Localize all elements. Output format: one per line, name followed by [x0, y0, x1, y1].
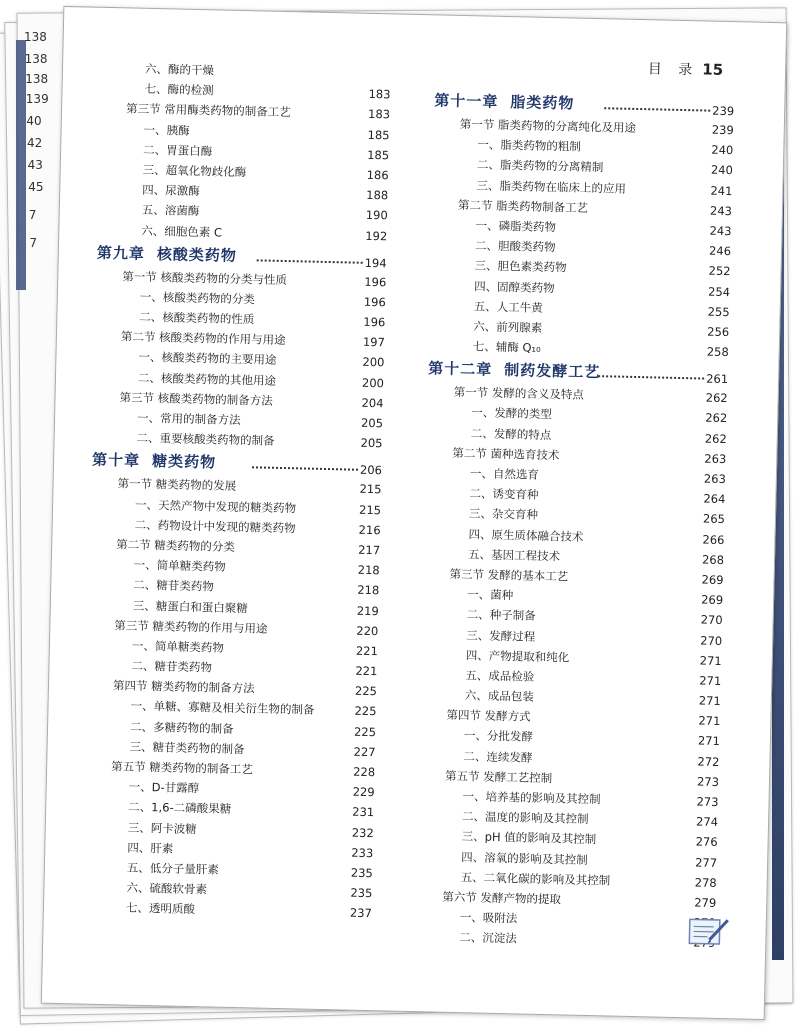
entry-title: 第二节 糖类药物的分类	[116, 537, 236, 554]
entry-title: 四、肝素	[127, 840, 174, 856]
edge-page-number: 43	[27, 158, 43, 172]
entry-title: 二、胃蛋白酶	[143, 142, 213, 159]
entry-page-number: 219	[356, 603, 379, 618]
header-label: 目 录	[647, 61, 699, 79]
entry-title: 一、常用的制备方法	[136, 410, 241, 428]
entry-page-number: 233	[351, 845, 374, 860]
entry-page-number: 186	[366, 167, 389, 183]
entry-page-number: 225	[353, 724, 377, 739]
entry-title: 第四节 糖类药物的制备方法	[112, 678, 255, 696]
entry-page-number: 255	[707, 304, 730, 319]
entry-page-number: 254	[707, 284, 731, 299]
entry-page-number: 235	[350, 885, 373, 901]
chapter-title	[97, 239, 238, 268]
leader-dots	[598, 375, 704, 379]
entry-title: 第一节 核酸类药物的分类与性质	[122, 269, 288, 287]
entry-page-number: 263	[703, 471, 727, 487]
entry-title: 三、发酵过程	[466, 627, 536, 644]
entry-title: 二、重要核酸类药物的制备	[136, 430, 275, 449]
entry-page-number: 261	[706, 371, 729, 387]
entry-title: 五、成品检验	[465, 668, 535, 684]
entry-page-number: 263	[704, 451, 727, 466]
entry-title: 三、杂交育种	[468, 506, 539, 523]
entry-page-number: 200	[361, 375, 385, 390]
entry-page-number: 246	[708, 243, 732, 259]
entry-title: 第二节 脂类药物制备工艺	[457, 197, 589, 215]
entry-title: 一、胰酶	[143, 122, 190, 138]
entry-title: 一、分批发酵	[463, 728, 534, 745]
entry-page-number: 225	[354, 704, 377, 719]
entry-page-number: 271	[699, 673, 722, 688]
entry-title: 三、糖蛋白和蛋白聚糖	[132, 598, 248, 615]
entry-title: 七、辅酶 Q₁₀	[472, 339, 541, 355]
entry-title: 第五节 发酵工艺控制	[444, 768, 553, 786]
entry-title: 六、硫酸软骨素	[126, 880, 208, 897]
entry-title: 三、pH 值的影响及其控制	[461, 829, 597, 847]
entry-page-number: 204	[361, 395, 384, 411]
entry-title: 三、脂类药物在临床上的应用	[476, 177, 627, 196]
edge-page-number: 139	[25, 92, 49, 106]
entry-title: 二、糖苷类药物	[131, 658, 213, 675]
entry-page-number: 270	[700, 633, 723, 648]
entry-title: 第五节 糖类药物的制备工艺	[111, 759, 253, 777]
chapter-number: 第十二章	[428, 359, 493, 379]
entry-page-number: 183	[367, 107, 391, 122]
entry-page-number: 262	[705, 390, 728, 406]
entry-page-number: 216	[358, 522, 381, 537]
entry-page-number: 225	[354, 683, 378, 699]
entry-title: 第三节 常用酶类药物的制备工艺	[125, 101, 291, 120]
chapter-number: 第十章	[91, 451, 141, 471]
entry-page-number: 271	[697, 733, 721, 749]
entry-page-number: 271	[699, 653, 722, 668]
entry-page-number: 279	[694, 895, 717, 910]
entry-title: 第三节 发酵的基本工艺	[449, 566, 569, 584]
entry-title: 五、溶菌酶	[141, 203, 200, 219]
chapter-name: 糖类药物	[151, 452, 217, 472]
entry-title: 二、核酸类药物的其他用途	[137, 370, 277, 388]
entry-title: 一、发酵的类型	[471, 405, 552, 422]
entry-title: 四、固醇类药物	[474, 278, 555, 295]
entry-page-number: 264	[703, 491, 726, 507]
toc-page	[41, 6, 787, 1020]
entry-page-number: 239	[711, 122, 734, 138]
entry-title: 六、前列腺素	[473, 319, 543, 335]
entry-page-number: 196	[364, 274, 387, 289]
entry-page-number: 273	[696, 774, 720, 789]
page-header	[648, 58, 724, 80]
entry-page-number: 271	[698, 713, 721, 729]
entry-page-number: 278	[694, 875, 717, 890]
edge-page-number: 42	[27, 136, 43, 150]
entry-title: 三、超氧化物歧化酶	[142, 162, 247, 180]
entry-page-number: 243	[709, 223, 732, 239]
entry-page-number: 183	[368, 87, 391, 102]
entry-page-number: 240	[711, 142, 734, 158]
entry-title: 六、细胞色素 C	[141, 223, 223, 240]
entry-title: 一、D-甘露醇	[128, 779, 200, 796]
entry-page-number: 221	[355, 643, 379, 659]
entry-title: 二、糖苷类药物	[133, 577, 214, 594]
entry-title: 第六节 发酵产物的提取	[442, 889, 562, 907]
leader-dots	[604, 107, 710, 111]
entry-page-number: 262	[704, 431, 727, 446]
entry-page-number: 185	[367, 127, 390, 142]
entry-title: 二、诱变育种	[469, 486, 539, 503]
chapter-title	[92, 447, 217, 476]
entry-title: 五、低分子量肝素	[126, 860, 220, 877]
entry-title: 二、发酵的特点	[470, 425, 552, 442]
entry-page-number: 205	[360, 415, 384, 431]
entry-page-number: 200	[362, 355, 385, 370]
leader-dots	[257, 259, 363, 263]
entry-page-number: 273	[696, 794, 719, 809]
entry-title: 二、多糖药物的制备	[129, 719, 234, 736]
entry-title: 一、磷脂类药物	[475, 218, 557, 235]
entry-page-number: 277	[695, 855, 718, 870]
entry-page-number: 190	[365, 208, 388, 223]
entry-title: 二、沉淀法	[459, 930, 518, 946]
edge-page-number: 138	[25, 72, 49, 86]
entry-title: 第一节 糖类药物的发展	[117, 476, 237, 494]
entry-page-number: 221	[355, 663, 378, 679]
chapter-name: 脂类药物	[510, 93, 575, 113]
entry-page-number: 231	[352, 805, 375, 820]
entry-title: 一、单糖、寡糖及相关衍生物的制备	[130, 699, 315, 718]
entry-page-number: 270	[700, 612, 723, 628]
entry-page-number: 258	[706, 344, 729, 360]
leader-dots	[252, 467, 358, 471]
entry-title: 一、吸附法	[459, 910, 518, 926]
entry-page-number: 188	[366, 187, 389, 203]
entry-page-number: 241	[710, 183, 733, 198]
entry-title: 第一节 脂类药物的分离纯化及用途	[459, 116, 637, 135]
entry-page-number: 272	[697, 754, 720, 769]
entry-page-number: 243	[709, 203, 733, 218]
entry-title: 七、酶的检测	[144, 81, 214, 98]
entry-page-number: 269	[700, 592, 724, 608]
entry-title: 一、脂类药物的粗制	[477, 137, 582, 154]
entry-title: 六、成品包装	[464, 688, 535, 704]
edge-page-number: 45	[28, 180, 44, 194]
entry-title: 五、二氧化碳的影响及其控制	[460, 869, 611, 888]
header-page-number: 15	[702, 60, 724, 79]
entry-page-number: 266	[702, 532, 725, 547]
toc-right-column	[415, 87, 734, 953]
entry-title: 二、核酸类药物的性质	[139, 309, 255, 327]
entry-title: 六、酶的干燥	[144, 61, 215, 78]
edge-page-number: 7	[28, 208, 37, 222]
edge-page-number: 138	[24, 52, 48, 66]
entry-title: 七、透明质酸	[125, 900, 196, 917]
entry-page-number: 237	[349, 905, 373, 921]
entry-page-number: 206	[359, 463, 383, 478]
entry-page-number: 265	[702, 511, 726, 527]
entry-title: 一、简单糖类药物	[133, 557, 226, 574]
entry-title: 三、胆色素类药物	[474, 258, 567, 275]
edge-page-number: 7	[29, 236, 38, 250]
entry-page-number: 194	[364, 255, 387, 271]
entry-title: 第二节 菌种选育技术	[452, 445, 560, 463]
entry-title: 一、天然产物中发现的糖类药物	[134, 497, 297, 515]
entry-page-number: 269	[701, 572, 724, 587]
entry-page-number: 229	[352, 784, 375, 800]
edge-page-number: 40	[26, 114, 42, 128]
note-pencil-icon	[687, 913, 732, 948]
entry-title: 第四节 发酵方式	[446, 708, 531, 724]
entry-title: 四、溶氧的影响及其控制	[461, 849, 588, 867]
entry-title: 二、1,6-二磷酸果糖	[128, 799, 232, 817]
entry-page-number: 239	[712, 103, 735, 119]
chapter-title	[428, 356, 601, 386]
entry-page-number: 220	[356, 623, 379, 638]
entry-title: 一、核酸类药物的主要用途	[138, 350, 277, 368]
entry-page-number: 276	[695, 834, 718, 850]
edge-page-number: 138	[24, 30, 47, 44]
entry-title: 一、核酸类药物的分类	[139, 289, 255, 307]
entry-page-number: 240	[710, 163, 734, 178]
chapter-number: 第十一章	[434, 91, 499, 111]
entry-page-number: 274	[695, 814, 719, 830]
entry-page-number: 228	[353, 764, 376, 780]
entry-title: 三、糖苷类药物的制备	[129, 739, 245, 757]
entry-title: 二、脂类药物的分离精制	[476, 157, 604, 175]
entry-title: 一、菌种	[467, 587, 514, 603]
entry-title: 四、尿激酶	[142, 182, 200, 199]
entry-title: 四、产物提取和纯化	[465, 647, 570, 665]
entry-page-number: 205	[360, 435, 383, 451]
entry-page-number: 196	[363, 294, 386, 310]
entry-title: 第三节 核酸类药物的制备方法	[119, 390, 273, 408]
chapter-name: 核酸类药物	[156, 244, 238, 265]
entry-page-number: 256	[707, 324, 730, 339]
toc-left-column	[82, 58, 391, 924]
entry-page-number: 215	[359, 482, 382, 497]
entry-title: 第一节 发酵的含义及特点	[453, 385, 585, 403]
entry-page-number: 252	[708, 263, 731, 279]
chapter-title	[434, 87, 575, 116]
entry-title: 四、原生质体融合技术	[468, 526, 584, 544]
entry-page-number: 262	[705, 411, 728, 426]
entry-page-number: 215	[358, 502, 382, 517]
entry-page-number: 185	[367, 147, 390, 163]
entry-title: 五、人工牛黄	[473, 298, 543, 315]
entry-title: 二、连续发酵	[463, 748, 533, 765]
entry-title: 二、种子制备	[466, 607, 536, 624]
entry-title: 二、温度的影响及其控制	[461, 809, 589, 827]
entry-title: 五、基因工程技术	[467, 546, 561, 564]
entry-page-number: 218	[357, 583, 380, 598]
chapter-number: 第九章	[96, 243, 146, 263]
entry-page-number: 271	[698, 693, 721, 709]
entry-page-number: 235	[350, 865, 373, 881]
entry-page-number: 268	[701, 552, 725, 567]
entry-title: 二、药物设计中发现的糖类药物	[134, 517, 296, 536]
entry-page-number: 218	[357, 562, 380, 578]
entry-page-number: 197	[362, 335, 386, 350]
entry-title: 一、培养基的影响及其控制	[462, 789, 601, 807]
entry-page-number: 196	[363, 314, 386, 330]
entry-page-number: 192	[365, 228, 388, 243]
entry-title: 一、简单糖类药物	[131, 638, 225, 655]
entry-title: 第三节 糖类药物的作用与用途	[114, 617, 268, 636]
entry-page-number: 227	[353, 744, 376, 760]
chapter-name: 制药发酵工艺	[504, 361, 601, 382]
entry-title: 二、胆酸类药物	[474, 238, 556, 255]
entry-title: 第二节 核酸类药物的作用与用途	[120, 329, 286, 348]
entry-page-number: 217	[358, 542, 381, 558]
entry-title: 三、阿卡波糖	[127, 820, 197, 836]
entry-title: 一、自然选育	[469, 466, 540, 482]
entry-page-number: 232	[351, 825, 374, 840]
